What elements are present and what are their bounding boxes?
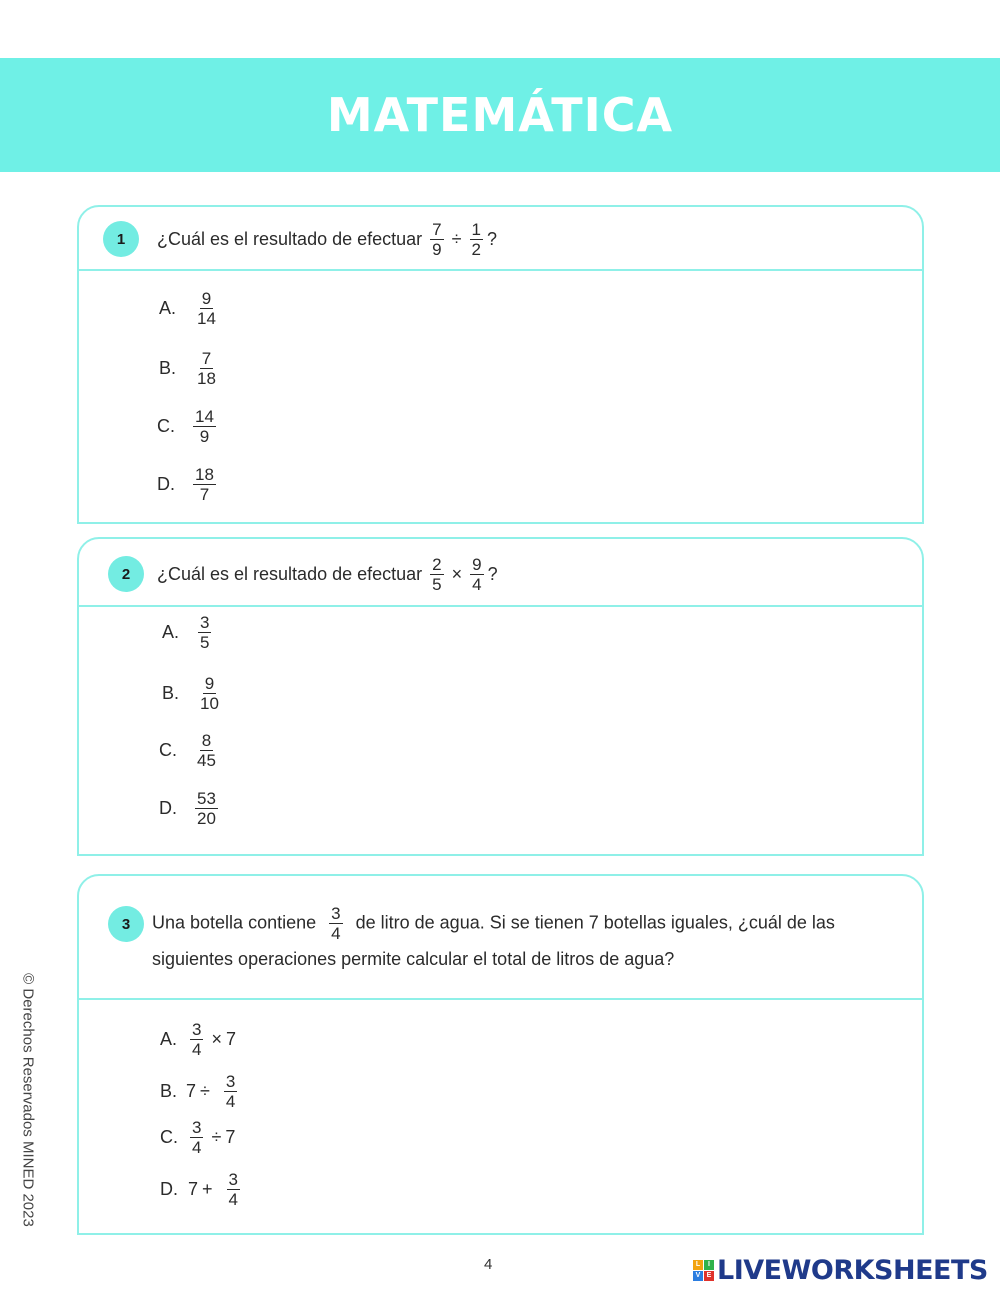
option-c[interactable] (160, 1118, 235, 1157)
denominator: 4 (192, 1138, 202, 1157)
fraction (193, 407, 216, 446)
denominator: 10 (200, 694, 219, 713)
question-text (157, 553, 498, 595)
liveworksheets-logo[interactable] (693, 1255, 988, 1286)
question-header-1 (79, 207, 922, 271)
numerator: 3 (225, 1072, 236, 1091)
denominator: 9 (199, 427, 210, 446)
denominator: 2 (471, 239, 481, 259)
fraction (193, 465, 216, 504)
question-header-2 (79, 539, 922, 607)
numerator: 7 (432, 219, 442, 239)
denominator: 4 (331, 924, 341, 943)
operator: ÷ (200, 1081, 210, 1101)
denominator: 4 (225, 1092, 236, 1111)
operator: ÷ (211, 1127, 222, 1147)
header-banner (0, 58, 1000, 172)
numerator: 53 (197, 789, 216, 808)
fraction (329, 904, 342, 943)
fraction (227, 1170, 240, 1209)
numerator: 1 (471, 219, 481, 239)
numerator: 2 (432, 554, 442, 574)
numerator: 8 (201, 731, 212, 750)
fraction (470, 555, 483, 594)
denominator: 20 (197, 809, 216, 828)
numerator: 3 (200, 613, 210, 632)
option-letter: C. (159, 740, 177, 760)
denominator: 5 (432, 574, 442, 594)
copyright-notice: © Derechos Reservados MINED 2023 (19, 973, 37, 1227)
fraction (190, 1118, 203, 1157)
integer: 7 (186, 1081, 197, 1101)
numerator: 18 (195, 465, 214, 484)
numerator: 3 (192, 1118, 202, 1137)
denominator: 14 (197, 309, 216, 328)
integer: 7 (188, 1179, 199, 1199)
numerator: 14 (195, 407, 214, 426)
option-c[interactable] (159, 731, 222, 770)
integer: 7 (225, 1029, 236, 1049)
option-c[interactable] (157, 407, 220, 446)
option-letter: B. (160, 1081, 178, 1101)
question-prompt-continued: de litro de agua. Si se tienen 7 botellas iguales, ¿cuál de las siguientes operaciones permite calcular el total de litros de agua? (152, 912, 835, 969)
denominator: 18 (197, 369, 216, 388)
option-b[interactable] (159, 349, 222, 388)
question-card-1 (77, 205, 924, 524)
denominator: 4 (472, 574, 482, 594)
numerator: 3 (192, 1020, 202, 1039)
option-letter: A. (160, 1029, 178, 1049)
option-letter: B. (159, 358, 177, 378)
fraction (430, 220, 443, 259)
fraction (195, 289, 218, 328)
numerator: 3 (331, 904, 341, 923)
option-b[interactable] (162, 674, 225, 713)
operator: × (451, 563, 463, 584)
question-text (152, 904, 912, 976)
integer: 7 (225, 1127, 236, 1147)
operator: × (211, 1029, 222, 1049)
option-b[interactable] (160, 1072, 241, 1111)
option-letter: A. (162, 622, 180, 642)
fraction (224, 1072, 237, 1111)
question-prompt: ¿Cuál es el resultado de efectuar (157, 563, 423, 584)
option-a[interactable] (159, 289, 222, 328)
question-mark: ? (487, 563, 498, 584)
fraction (430, 555, 443, 594)
fraction (198, 613, 211, 652)
operator: ÷ (451, 228, 462, 249)
fraction (195, 349, 218, 388)
numerator: 3 (228, 1170, 238, 1189)
option-d[interactable] (160, 1170, 244, 1209)
denominator: 7 (199, 485, 210, 504)
question-card-3 (77, 874, 924, 1235)
question-card-2 (77, 537, 924, 856)
logo-block: I (704, 1260, 714, 1270)
option-letter: B. (162, 683, 180, 703)
option-a[interactable] (162, 613, 215, 652)
option-d[interactable] (157, 465, 220, 504)
option-letter: C. (160, 1127, 178, 1147)
option-letter: D. (157, 474, 175, 494)
question-text (157, 219, 497, 259)
question-number-badge: 1 (103, 221, 139, 257)
fraction (198, 674, 221, 713)
question-mark: ? (486, 228, 497, 249)
fraction (470, 220, 483, 259)
question-number-badge: 2 (108, 556, 144, 592)
question-header-3 (79, 876, 922, 1000)
option-letter: C. (157, 416, 175, 436)
numerator: 7 (201, 349, 212, 368)
denominator: 45 (197, 751, 216, 770)
fraction (190, 1020, 203, 1059)
option-d[interactable] (159, 789, 222, 828)
logo-block: V (693, 1271, 703, 1281)
fraction (195, 731, 218, 770)
option-letter: D. (160, 1179, 178, 1199)
numerator: 9 (201, 289, 212, 308)
fraction (195, 789, 218, 828)
option-a[interactable] (160, 1020, 236, 1059)
option-letter: A. (159, 298, 177, 318)
page-number: 4 (484, 1256, 493, 1273)
question-prompt: Una botella contiene (152, 912, 317, 933)
question-number-badge: 3 (108, 906, 144, 942)
page-title: MATEMÁTICA (326, 88, 674, 142)
denominator: 4 (228, 1190, 238, 1209)
option-letter: D. (159, 798, 177, 818)
logo-text: LIVEWORKSHEETS (717, 1255, 988, 1286)
question-prompt: ¿Cuál es el resultado de efectuar (157, 228, 423, 249)
logo-block: E (704, 1271, 714, 1281)
numerator: 9 (472, 554, 482, 574)
numerator: 9 (204, 674, 215, 693)
denominator: 4 (192, 1040, 202, 1059)
denominator: 5 (200, 633, 210, 652)
operator: + (202, 1179, 213, 1199)
logo-block: L (693, 1260, 703, 1270)
logo-blocks-icon (693, 1260, 714, 1281)
denominator: 9 (432, 239, 442, 259)
